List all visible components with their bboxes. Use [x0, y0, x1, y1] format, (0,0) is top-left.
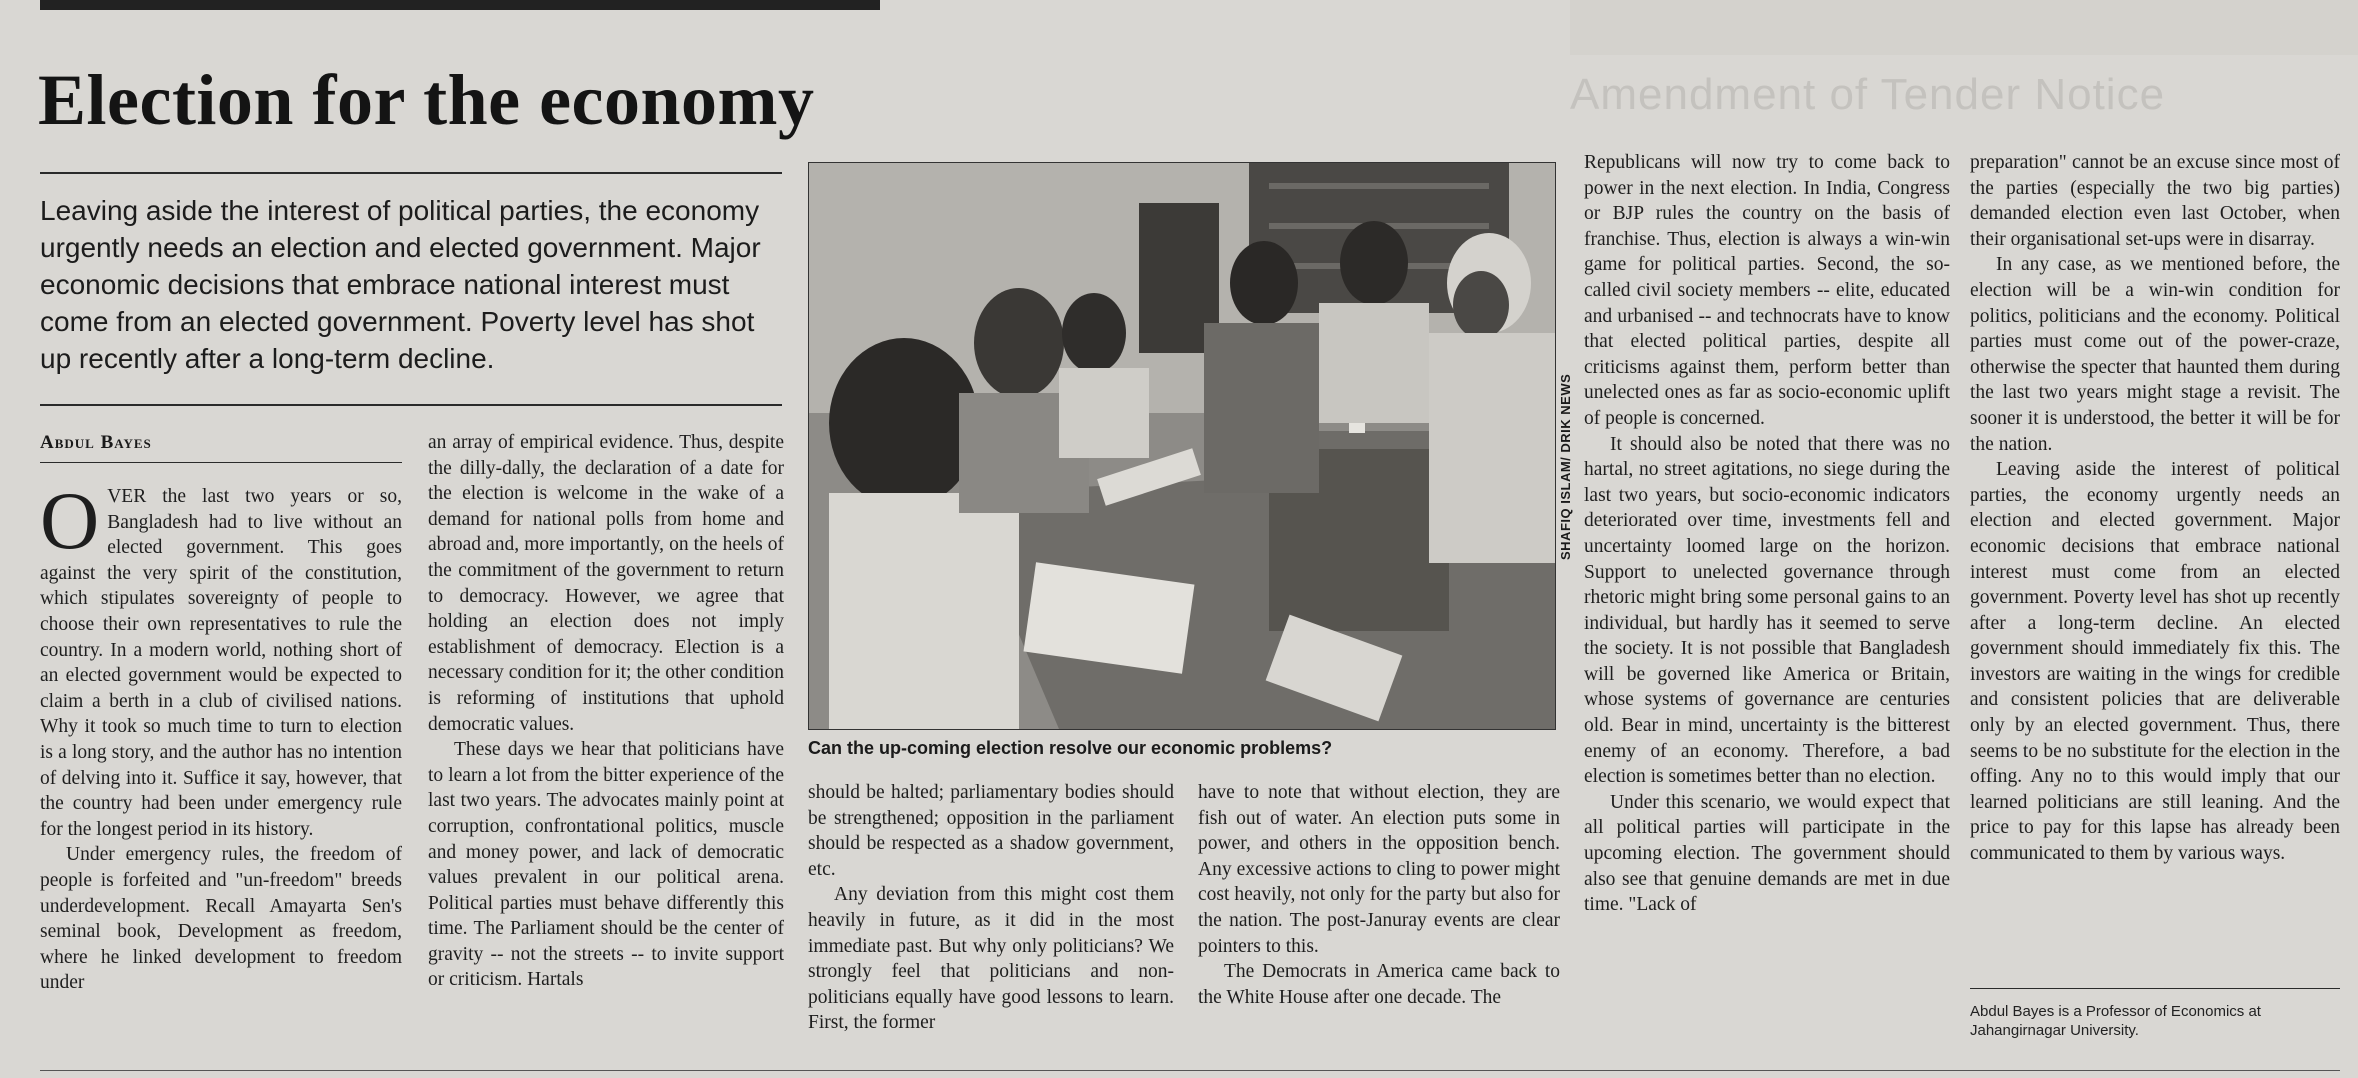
deck-top-rule	[40, 172, 782, 174]
column-2	[428, 430, 784, 993]
column-1	[40, 475, 402, 996]
column-5-para-2: It should also be noted that there was no hartal, no street agitations, no siege during the last two years, but socio-economic indicators deteriorated over time, investments fell and uncertainty loomed large on the horizon. Support to unelected governance through rhetoric might bring some personal gains to an individual, but hardly has it seemed to serve the society. It is not possible that Bangladesh will be governed like America or Britain, whose systems of governance are centuries old. Bear in mind, uncertainty is the bitterest enemy of an economy. Therefore, a bad election is sometimes better than no election.	[1584, 433, 1950, 788]
column-5-para-3: Under this scenario, we would expect that all political parties will participate in the upcoming election. The government should also see that genuine demands are met in due time. "Lack of	[1584, 791, 1950, 916]
column-5	[1584, 150, 1950, 918]
column-1-para-1: OVER the last two years or so, Bangladesh had to live without an elected government. This goes against the very spirit of the constitution, which stipulates sovereignty of people to choose their own representatives to rule the country. In a modern world, nothing short of an elected government would be expected to claim a berth in a club of civilised nations. Why it took so much time to turn to election is a long story, and the author has no intention of delving into it. Suffice it say, however, that the country had been under emergency rule for the longest period in its history.	[40, 475, 402, 840]
headline: Election for the economy	[38, 60, 815, 140]
byline-rule	[40, 462, 402, 463]
column-6	[1970, 150, 2340, 867]
news-photo	[808, 162, 1556, 730]
drop-cap: O	[40, 475, 100, 566]
deck: Leaving aside the interest of political parties, the economy urgently needs an election and elected government. Major economic decisions that embrace national interest must come from an elected government. Poverty level has shot up recently after a long-term decline.	[40, 195, 761, 374]
column-2-para-2: These days we hear that politicians have to learn a lot from the bitter experience of the last two years. The advocates mainly point at corruption, confrontational politics, muscle and money power, and lack of democratic values prevalent in our political arena. Political parties must behave differently this time. The Parliament should be the center of gravity -- not the streets -- to invite support or criticism. Hartals	[428, 739, 784, 991]
column-4-para-2: The Democrats in America came back to the White House after one decade. The	[1198, 961, 1560, 1008]
adjacent-page-text: Amendment of Tender Notice	[1570, 70, 2166, 119]
bottom-rule	[40, 1070, 2340, 1071]
top-rule	[40, 0, 880, 10]
polling-scene-illustration	[809, 163, 1555, 729]
column-6-para-1: preparation" cannot be an excuse since most of the parties (especially the two big parties) demanded election even last October, when their organisational set-ups were in disarray.	[1970, 152, 2340, 250]
column-3-para-2: Any deviation from this might cost them heavily in future, as it did in the most immediate past. But why only politicians? We strongly feel that politicians and non-politicians equally have good lessons to learn. First, the former	[808, 884, 1174, 1034]
column-5-para-1: Republicans will now try to come back to power in the next election. In India, Congress or BJP rules the country on the basis of franchise. Thus, election is always a win-win game for political parties. Second, the so-called civil society members -- elite, educated and urbanised -- and technocrats have to know that elected political parties, despite all criticisms against them, perform better than unelected ones as far as socio-economic uplift of people is concerned.	[1584, 152, 1950, 429]
adjacent-page-shadow	[1570, 0, 2358, 55]
column-2-para-1: an array of empirical evidence. Thus, despite the dilly-dally, the declaration of a date for the election is welcome in the wake of a demand for national polls from home and abroad and, more importantly, on the heels of the commitment of the government to return to democracy. However, we agree that holding an election does not imply establishment of democracy. Election is a necessary condition for it; the other condition is reforming of institutions that uphold democratic values.	[428, 432, 784, 735]
deck-bottom-rule	[40, 404, 782, 406]
column-4	[1198, 780, 1560, 1010]
photo-credit: SHAFIQ ISLAM/ DRIK NEWS	[1558, 373, 1573, 560]
author-note-rule	[1970, 988, 2340, 989]
column-4-para-1: have to note that without election, they are fish out of water. An election puts some in power, and others in the opposition bench. Any excessive actions to cling to power might cost heavily, not only for the party but also for the nation. The post-Januray events are clear pointers to this.	[1198, 782, 1560, 957]
column-3	[808, 780, 1174, 1036]
column-6-para-2: In any case, as we mentioned before, the election will be a win-win condition for politics, politicians and the economy. Political parties must come out of the power-craze, otherwise the specter that haunted them during the last two years might stage a revisit. The sooner it is understood, the better it will be for the nation.	[1970, 254, 2340, 455]
author-note: Abdul Bayes is a Professor of Economics at Jahangirnagar University.	[1970, 1003, 2261, 1039]
byline: Abdul Bayes	[40, 432, 152, 453]
column-3-para-1: should be halted; parliamentary bodies should be strengthened; opposition in the parliament should be respected as a shadow government, etc.	[808, 782, 1174, 880]
photo-caption: Can the up-coming election resolve our economic problems?	[808, 738, 1333, 758]
column-6-para-3: Leaving aside the interest of political parties, the economy urgently needs an election and elected government. Major economic decisions that embrace national interest must come from an elected government. Poverty level has shot up recently after a long-term decline. An elected government should immediately fix this. The investors are waiting in the wings for credible and consistent policies that are deliverable only by an elected government. Thus, there seems to be no substitute for the election in the offing. Any no to this would imply that our learned politicians are still leaning. And the price to pay for this lapse has already been communicated to them by various ways.	[1970, 459, 2340, 865]
column-1-para-2: Under emergency rules, the freedom of people is forfeited and "un-freedom" breeds underdevelopment. Recall Amayarta Sen's seminal book, Development as freedom, where he linked development to freedom under	[40, 844, 402, 994]
